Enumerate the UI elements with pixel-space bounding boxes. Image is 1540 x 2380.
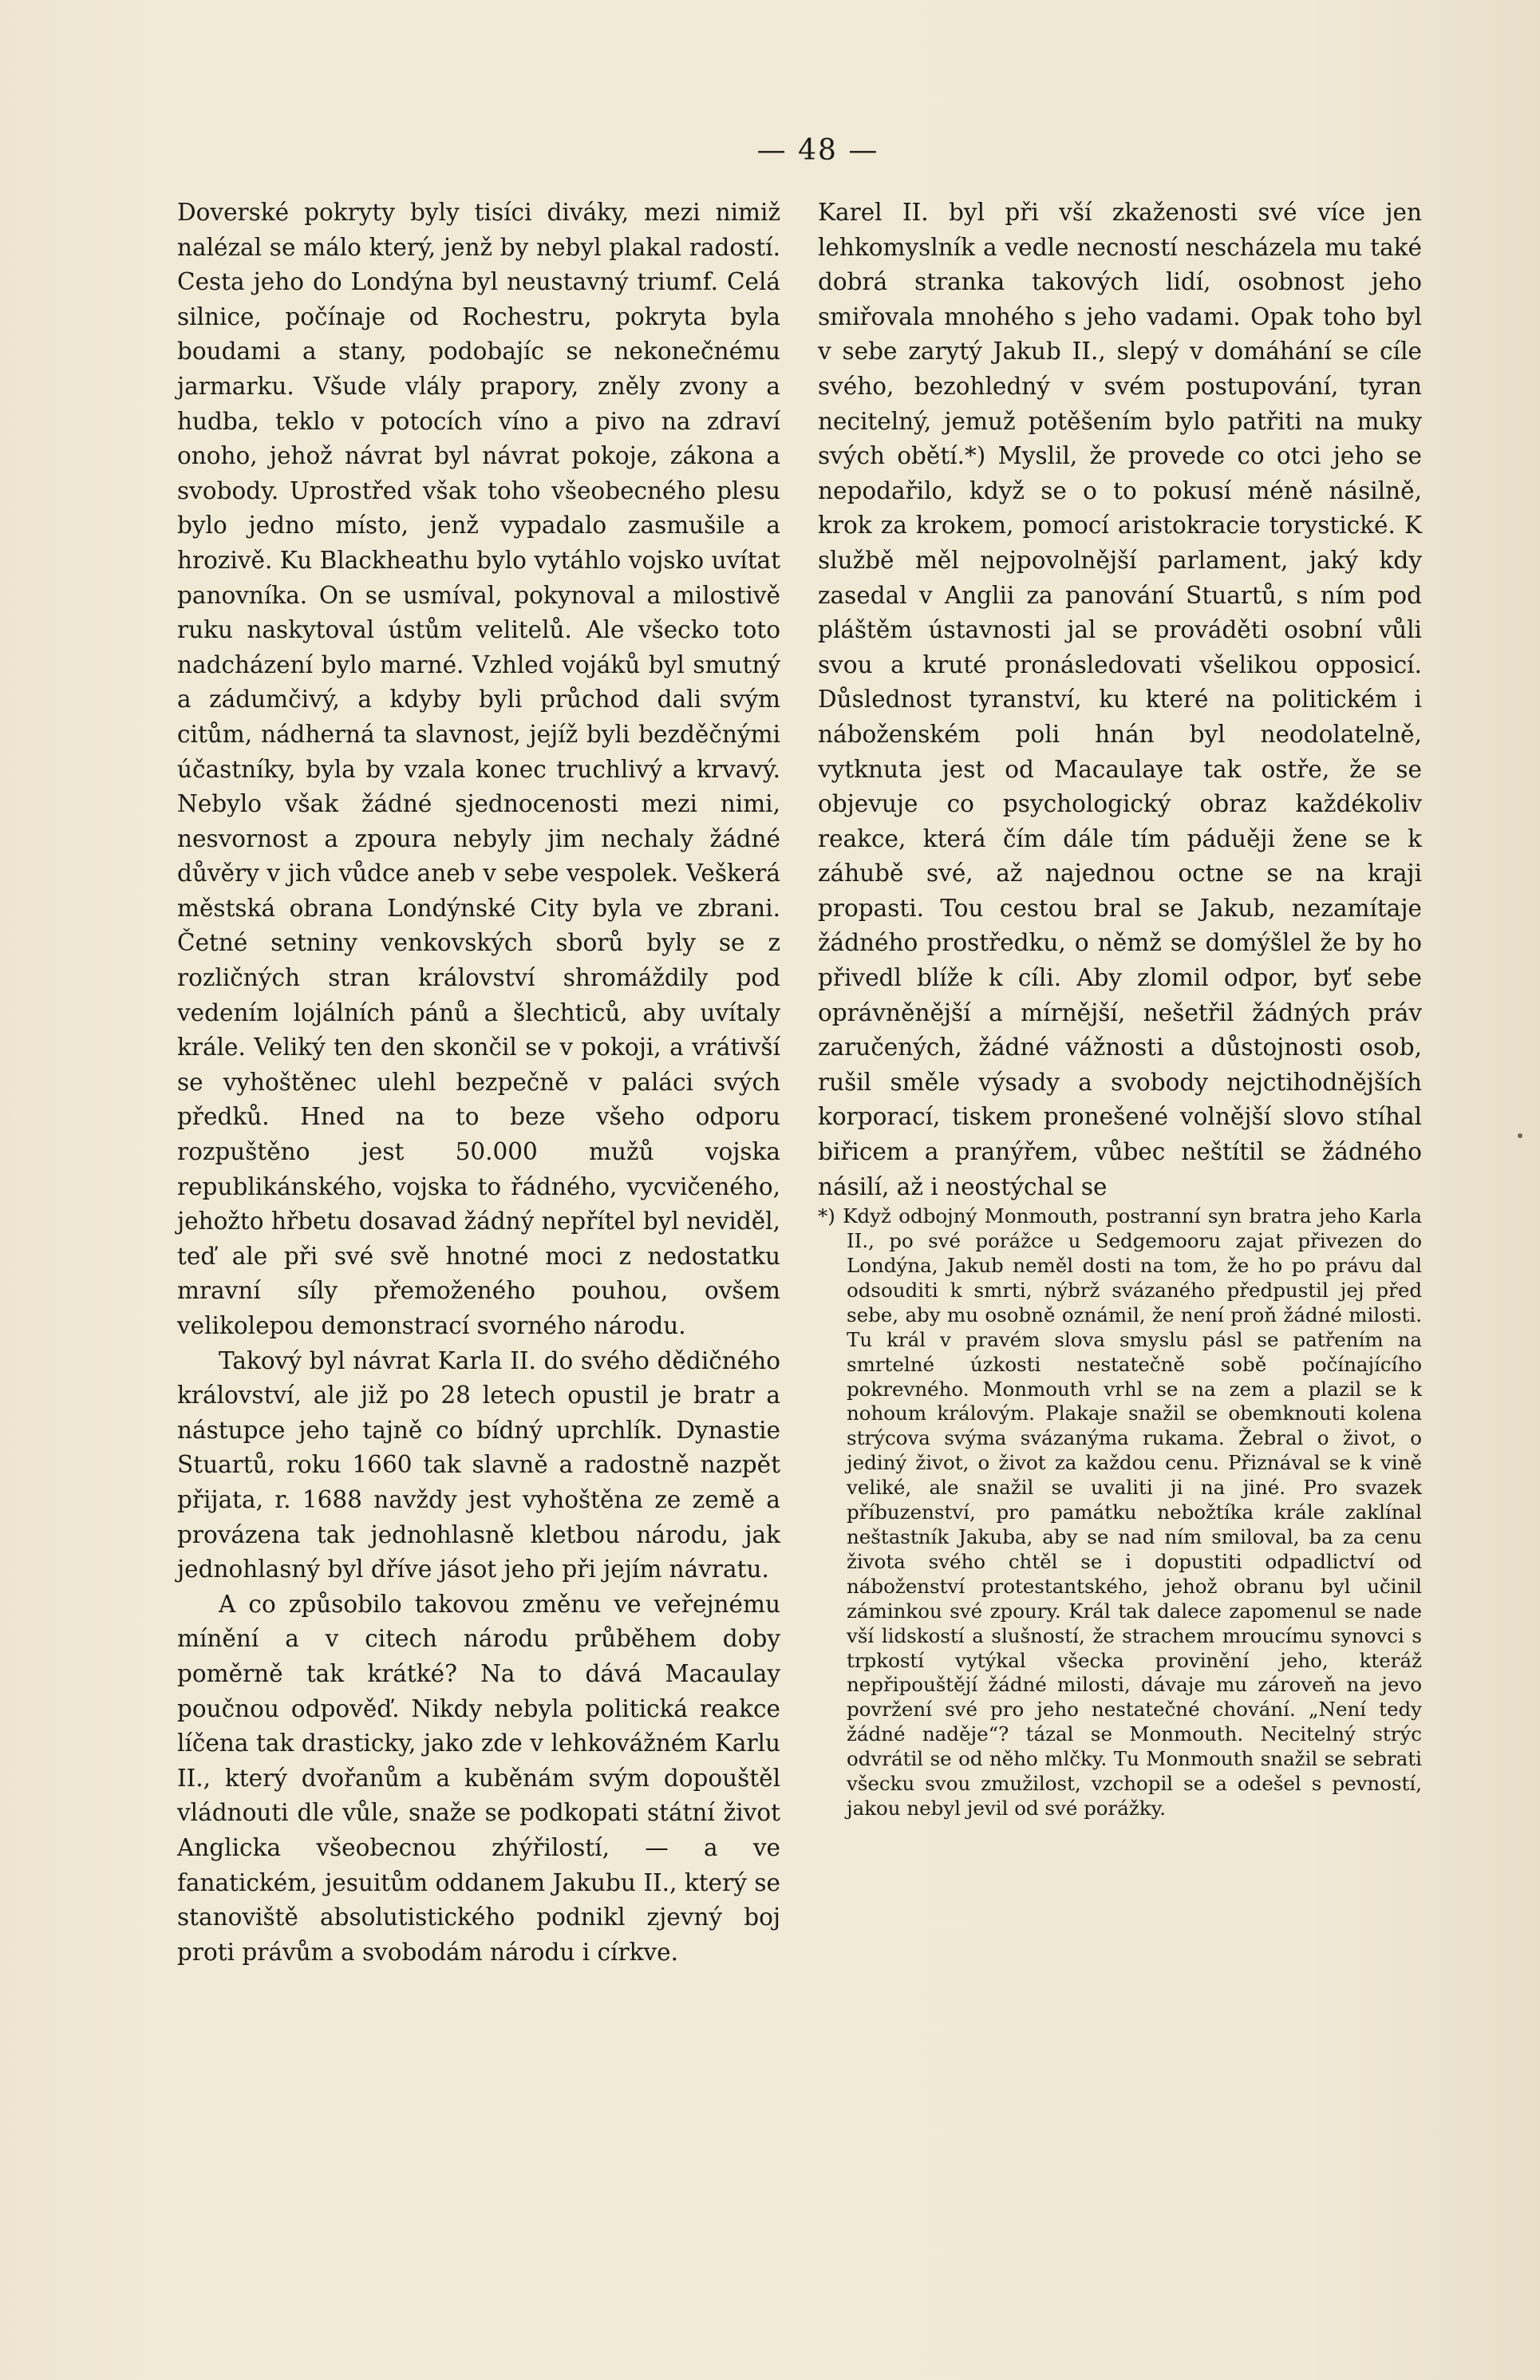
right-column xyxy=(818,196,1422,1821)
paragraph: Doverské pokryty byly tisíci diváky, mezi nimiž nalézal se málo který, jenž by nebyl plakal radostí. Cesta jeho do Londýna byl neustavný triumf. Celá silnice, počínaje od Rochestru, pokryta byla boudami a stany, podobajíc se nekonečnému jarmarku. Všude vlály prapory, zněly zvony a hudba, teklo v potocích víno a pivo na zdraví onoho, jehož návrat byl návrat pokoje, zákona a svobody. Uprostřed však toho všeobecného plesu bylo jedno místo, jenž vypadalo zasmušile a hrozivě. Ku Blackheathu bylo vytáhlo vojsko uvítat panovníka. On se usmíval, pokynoval a milostivě ruku naskytoval ústům velitelů. Ale všecko toto nadcházení bylo marné. Vzhled vojáků byl smutný a zádumčivý, a kdyby byli průchod dali svým citům, nádherná ta slavnost, jejíž byli bezděčnými účastníky, byla by vzala konec truchlivý a krvavý. Nebylo však žádné sjednocenosti mezi nimi, nesvornost a zpoura nebyly jim nechaly žádné důvěry v jich vůdce aneb v sebe vespolek. Veškerá městská obrana Londýnské City byla ve zbrani. Četné setniny venkovských sborů byly se z rozličných stran království shromáždily pod vedením lojálních pánů a šlechticů, aby uvítaly krále. Veliký ten den skončil se v pokoji, a vrátivší se vyhoštěnec ulehl bezpečně v paláci svých předků. Hned na to beze všeho odporu rozpuštěno jest 50.000 mužů vojska republikánského, vojska to řádného, vycvičeného, jehožto hřbetu dosavad žádný nepřítel byl neviděl, teď ale při své svě hnotné moci z nedostatku mravní síly přemoženého pouhou, ovšem velikolepou demonstrací svorného národu. xyxy=(177,199,780,1339)
paragraph: Karel II. byl při vší zkaženosti své více jen lehkomyslník a vedle necností nescházela mu také dobrá stranka takových lidí, osobnost jeho smiřovala mnohého s jeho vadami. Opak toho byl v sebe zarytý Jakub II., slepý v domáhání se cíle svého, bezohledný v svém postupování, tyran necitelný, jemuž potěšením bylo patřiti na muky svých obětí.*) Myslil, že provede co otci jeho se nepodařilo, když se o to pokusí méně násilně, krok za krokem, pomocí aristokracie torystické. K službě měl nejpovolnější parlament, jaký kdy zasedal v Anglii za panování Stuartů, s ním pod pláštěm ústavnosti jal se prováděti osobní vůli svou a kruté pronásledovati všelikou opposicí. Důslednost tyranství, ku které na politickém i náboženském poli hnán byl neodolatelně, vytknuta jest od Macaulaye tak ostře, že se objevuje co psychologický obraz každékoliv reakce, která čím dále tím páduěji žene se k záhubě své, až najednou octne se na kraji propasti. Tou cestou bral se Jakub, nezamítaje žádného prostředku, o němž se domýšlel že by ho přivedl blíže k cíli. Aby zlomil odpor, byť sebe oprávněnější a mírnější, nešetřil žádných práv zaručených, žádné vážnosti a důstojnosti osob, rušil směle výsady a svobody nejctihodnějších korporací, tiskem pronešené volnější slovo stíhal biřicem a pranýřem, vůbec neštítil se žádného násilí, až i neostýchal se xyxy=(818,199,1422,1200)
page-number: — 48 — xyxy=(756,134,879,167)
footnote: *) Když odbojný Monmouth, postranní syn bratra jeho Karla II., po své porážce u Sedgemooru zajat přivezen do Londýna, Jakub neměl dosti na tom, že ho po právu dal odsouditi k smrti, nýbrž svázaného předpustil jej před sebe, aby mu osobně oznámil, že není proň žádné milosti. Tu král v pravém slova smyslu pásl se patřením na smrtelné úzkosti nestatečně sobě počínajícího pokrevného. Monmouth vrhl se na zem a plazil se k nohoum královým. Plakaje snažil se obemknouti kolena strýcova svýma svázanýma rukama. Žebral o život, o jediný život, o život za každou cenu. Přiznával se k vině veliké, ale snažil se uvaliti ji na jiné. Pro svazek příbuzenství, pro památku nebožtíka krále zaklínal neštastník Jakuba, aby se nad ním smiloval, ba za cenu života svého chtěl se i dopustiti odpadlictví od náboženství protestantského, jehož obranu byl učinil záminkou své zpoury. Král tak dalece zapomenul se nade vší lidskostí a slušností, že strachem mroucímu synovci s trpkostí vytýkal všecka provinění jeho, kteráž nepřipouštějí žádné milosti, dávaje mu zároveň na jevo povržení své pro jeho nestatečné chování. „Není tedy žádné naděje“? tázal se Monmouth. Necitelný strýc odvrátil se od něho mlčky. Tu Monmouth snažil se sebrati všecku svou zmužilost, vzchopil se a odešel s pevností, jakou nebyl jevil od své porážky. xyxy=(818,1204,1422,1820)
paragraph: Takový byl návrat Karla II. do svého dědičného království, ale již po 28 letech opustil je bratr a nástupce jeho tajně co bídný uprchlík. Dynastie Stuartů, roku 1660 tak slavně a radostně nazpět přijata, r. 1688 navždy jest vyhoštěna ze země a provázena tak jednohlasně kletbou národu, jak jednohlasný byl dříve jásot jeho při jejím návratu. xyxy=(177,1346,780,1583)
paragraph: A co způsobilo takovou změnu ve veřejnému mínění a v citech národu průběhem doby poměrně tak krátké? Na to dává Macaulay poučnou odpověď. Nikdy nebyla politická reakce líčena tak drasticky, jako zde v lehkovážném Karlu II., který dvořanům a kuběnám svým dopouštěl vládnouti dle vůle, snaže se podkopati státní život Anglicka všeobecnou zhýřilostí, — a ve fanatickém, jesuitům oddanem Jakubu II., který se stanoviště absolutistického podnikl zjevný boj proti právům a svobodám národu i církve. xyxy=(177,1590,780,1966)
page-edge-mark xyxy=(1518,1133,1522,1138)
left-column xyxy=(177,196,780,1970)
